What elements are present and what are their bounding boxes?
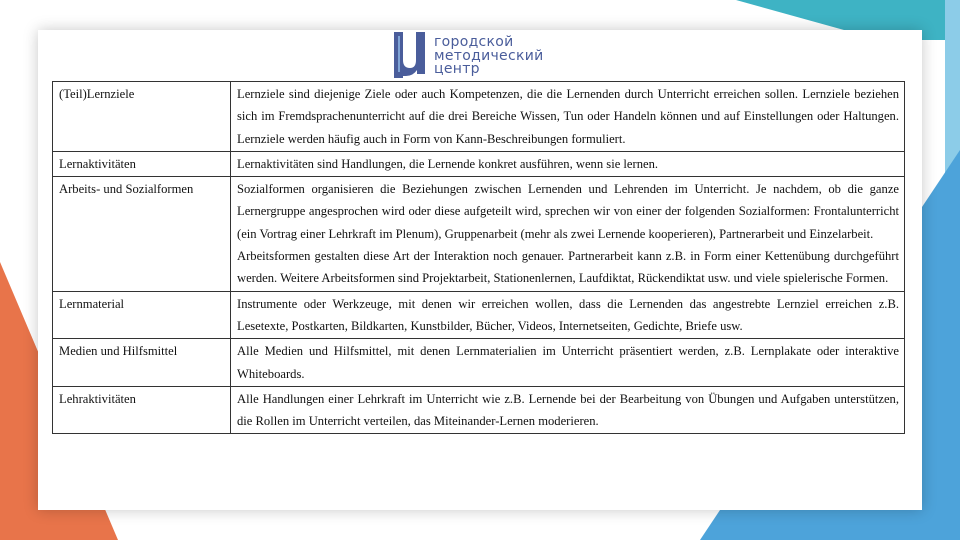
table-row xyxy=(53,386,905,434)
definition-paragraph: Alle Medien und Hilfsmittel, mit denen Lernmaterialien im Unterricht präsentiert werden, z.B. Lernplakate oder interaktive Whiteboards. xyxy=(237,344,899,381)
term-label: Medien und Hilfsmittel xyxy=(59,344,178,359)
definition-cell xyxy=(231,291,905,339)
mu-letter-logo-icon xyxy=(388,30,428,78)
logo-text xyxy=(434,30,544,77)
definition-cell xyxy=(231,177,905,291)
definition-cell xyxy=(231,151,905,176)
glossary-table xyxy=(52,81,905,434)
term-cell xyxy=(53,151,231,176)
term-label: Lehraktivitäten xyxy=(59,391,136,406)
definition-paragraph: Alle Handlungen einer Lehrkraft im Unterricht wie z.B. Lernende bei der Bearbeitung von Übungen und Aufgaben unterstützen, die Rollen im Unterricht verteilen, das Miteinander-Lernen moderieren. xyxy=(237,391,899,429)
definition-paragraph: Lernziele sind diejenige Ziele oder auch Kompetenzen, die die Lernenden durch Unterricht erreichen sollen. Lernziele beziehen sich im Fremdsprachenunterricht auf die drei Bereiche Wissen, Tun oder Handeln können und auf Einstellungen oder Haltungen. Lernziele werden häufig auch in Form von Kann-Beschreibungen formuliert. xyxy=(237,87,899,146)
definition-cell xyxy=(231,339,905,387)
logo-line: городской xyxy=(434,34,514,50)
term-cell xyxy=(53,291,231,339)
table-row xyxy=(53,82,905,152)
term-cell xyxy=(53,177,231,291)
logo-line: методический xyxy=(434,47,544,64)
term-label: Lernaktivitäten xyxy=(59,156,136,171)
term-cell xyxy=(53,339,231,387)
definition-paragraph: Instrumente oder Werkzeuge, mit denen wir erreichen wollen, dass die Lernenden das angestrebte Lernziel erreichen z.B. Lesetexte, Postkarten, Bildkarten, Kunstbilder, Bücher, Videos, Internetseiten, Gedichte, Briefe usw. xyxy=(237,296,899,333)
table-row xyxy=(53,177,905,291)
logo-line: центр xyxy=(434,61,480,77)
term-label: (Teil)Lernziele xyxy=(59,87,135,101)
definition-cell xyxy=(231,386,905,434)
term-label: Lernmaterial xyxy=(59,296,125,311)
definition-paragraph: Lernaktivitäten sind Handlungen, die Lernende konkret ausführen, wenn sie lernen. xyxy=(237,156,659,171)
table-row xyxy=(53,151,905,176)
table-row xyxy=(53,339,905,387)
organization-logo xyxy=(388,30,558,80)
definition-cell xyxy=(231,82,905,152)
definition-paragraph: Sozialformen organisieren die Beziehungen zwischen Lernenden und Lehrenden im Unterricht. Je nachdem, ob die ganze Lernergruppe angesprochen wird oder diese aufgeteilt wird, sprechen wir von einer der folgenden Sozialformen: Frontalunterricht (ein Vortrag einer Lehrkraft im Plenum), Gruppenarbeit (mehr als zwei Lernende kooperieren), Partnerarbeit und Einzelarbeit. xyxy=(237,182,899,241)
table-row xyxy=(53,291,905,339)
term-cell xyxy=(53,386,231,434)
term-cell xyxy=(53,82,231,152)
term-label: Arbeits- und Sozialformen xyxy=(59,182,194,197)
definition-paragraph: Arbeitsformen gestalten diese Art der Interaktion noch genauer. Partnerarbeit kann z.B. in Form einer Kettenübung durchgeführt werden. Weitere Arbeitsformen sind Projektarbeit, Stationenlernen, Laufdiktat, Rückendiktat usw. und viele spielerische Formen. xyxy=(237,249,899,286)
